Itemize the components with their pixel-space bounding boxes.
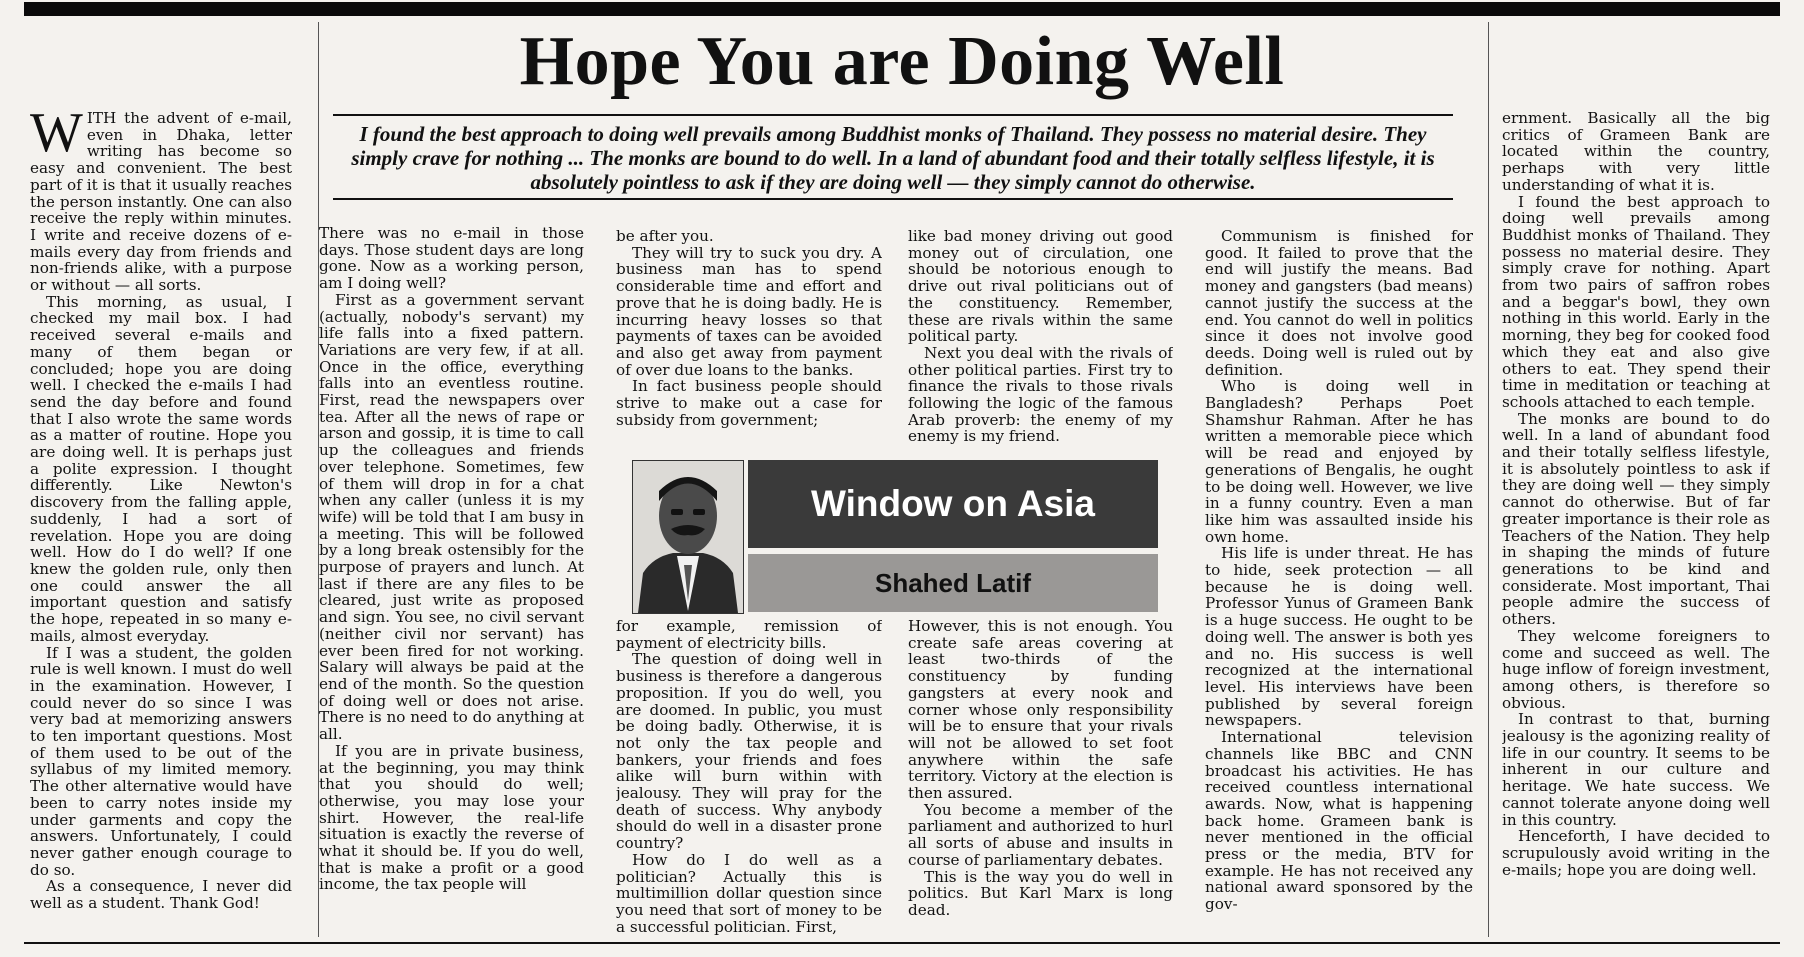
paragraph: As a consequence, I never did well as a student. Thank God!	[30, 877, 292, 913]
paragraph: Who is doing well in Bangladesh? Perhaps Poet Shamshur Rahman. After he has written a memorable piece which will be read and enjoyed by generations of Bengalis, he ought to be doing well. However, we live in a funny country. Even a man like him was assaulted inside his own home.	[1205, 377, 1473, 546]
article-column-6	[1502, 110, 1770, 940]
paragraph: The question of doing well in business is therefore a dangerous proposition. If you do well, you are doomed. In public, you must be doing badly. Otherwise, it is not only the tax people and bankers, your friends and foes alike will burn within with jealousy. They will pray for the death of success. Why anybody should do well in a disaster prone country?	[616, 650, 882, 853]
headline: Hope You are Doing Well	[519, 23, 1285, 100]
portrait-image	[633, 461, 743, 613]
banner-byline-box	[748, 554, 1158, 612]
paragraph: International television channels like BBC and CNN broadcast his activities. He has received countless international awards. Now, what is happening back home. Grameen bank is never mentioned in the official press or the media, BTV for example. He has not received any national award sponsored by the gov-	[1205, 728, 1473, 914]
paragraph: be after you.	[616, 228, 714, 245]
paragraph: Henceforth, I have decided to scrupulously avoid writing in the e-mails; hope you are doing well.	[1502, 827, 1770, 879]
paragraph: This is the way you do well in politics. But Karl Marx is long dead.	[908, 867, 1173, 919]
paragraph: However, this is not enough. You create safe areas covering at least two-thirds of the constituency by funding gangsters at every nook and corner whose only responsibility will be to ensure that your rivals will not be allowed to set foot anywhere within the safe territory. Victory at the election is then assured.	[908, 618, 1173, 803]
paragraph: They welcome foreigners to come and succeed as well. The huge inflow of foreign investment, among others, is therefore so obvious.	[1502, 626, 1770, 712]
article-column-3-top	[616, 228, 882, 450]
paragraph: In fact business people should strive to make out a case for subsidy from government;	[616, 377, 882, 429]
paragraph: There was no e-mail in those days. Those student days are long gone. Now as a working person, am I doing well?	[319, 225, 584, 293]
bottom-rule	[24, 942, 1780, 944]
article-column-2	[319, 225, 584, 940]
column-name: Window on Asia	[810, 483, 1095, 524]
paragraph: Communism is finished for good. It failed to prove that the end will justify the means. Bad money and gangsters (bad means) cannot justify the success at the end. You cannot do well in politics since it does not involve good deeds. Doing well is ruled out by definition.	[1205, 228, 1473, 379]
column-divider	[1488, 22, 1489, 937]
paragraph: I found the best approach to doing well prevails among Buddhist monks of Thailand. They possess no material desire. They simply crave for nothing. Apart from two pairs of saffron robes and a beggar's bowl, they own nothing in this world. Early in the morning, they beg for cooked food which they eat and also give others to eat. They spend their time in meditation or teaching at schools attached to each temple.	[1502, 192, 1770, 411]
paragraph: like bad money driving out good money out of circulation, one should be notorious enough to drive out rival politicians out of the constituency. Remember, these are rivals within the same political party.	[908, 228, 1173, 346]
paragraph: You become a member of the parliament and authorized to hurl all sorts of abuse and insults in course of parliamentary debates.	[908, 800, 1173, 869]
paragraph: The monks are bound to do well. In a land of abundant food and their totally selfless lifestyle, it is absolutely pointless to ask if they are doing well — they simply cannot do otherwise. But of far greater importance is their role as Teachers of the Nation. They help in shaping the minds of future generations to be kind and considerate. Most important, Thai people admire the success of others.	[1502, 409, 1770, 629]
author-photo	[632, 460, 744, 614]
byline: Shahed Latif	[874, 567, 1031, 598]
paragraph: In contrast to that, burning jealousy is the agonizing reality of life in our country. It seems to be inherent in our culture and heritage. We hate success. We cannot tolerate anyone doing well in this country.	[1502, 710, 1770, 829]
pull-quote: I found the best approach to doing well prevails among Buddhist monks of Thailand. They possess no material desire. They simply crave for nothing ... The monks are bound to do well. In a land of abundant food and their totally selfless lifestyle, it is absolutely pointless to ask if they are doing well — they simply cannot do otherwise.	[333, 114, 1453, 200]
paragraph: His life is under threat. He has to hide, seek protection — all because he is doing well. Professor Yunus of Grameen Bank is a huge success. He ought to be doing well. The answer is both yes and no. His success is well recognized at the international level. His interviews have been published by several foreign newspapers.	[1205, 544, 1473, 730]
paragraph	[30, 110, 292, 294]
paragraph: First as a government servant (actually, nobody's servant) my life falls into a fixed pattern. Variations are very few, if at all. Once in the office, everything falls into an eventless routine. First, read the newspapers over tea. After all the news of rape or arson and gossip, it is time to call up the colleagues and friends over telephone. Sometimes, few of them will drop in for a chat when any caller (unless it is my wife) will be told that I am busy in a meeting. This will be followed by a long break ostensibly for the purpose of prayers and lunch. At last if there are any files to be cleared, just write as proposed and sign. You see, no civil servant (neither civil nor servant) has ever been fired for not working. Salary will always be paid at the end of the month. So the question of doing well or does not arise. There is no need to do anything at all.	[319, 290, 584, 744]
paragraph: for example, remission of payment of electricity bills.	[616, 618, 882, 652]
paragraph: Next you deal with the rivals of other political parties. First try to finance the rivals to those rivals following the logic of the famous Arab proverb: the enemy of my enemy is my friend.	[908, 343, 1173, 446]
drop-cap: W	[30, 110, 83, 164]
paragraph: How do I do well as a politician? Actually this is multimillion dollar question since you need that sort of money to be a successful politician. First,	[616, 850, 882, 936]
paragraph: If you are in private business, at the beginning, you may think that you should do well; otherwise, you may lose your shirt. However, the real-life situation is exactly the reverse of what it should be. If you do well, that is make a profit or a good income, the tax people will	[319, 741, 584, 894]
article-column-3-bottom	[616, 618, 882, 940]
paragraph: This morning, as usual, I checked my mail box. I had received several e-mails and many of them began or concluded; hope you are doing well. I checked the e-mails I had send the day before and found that I also wrote the same words as a matter of routine. Hope you are doing well. It is perhaps just a polite expression. I thought differently. Like Newton's discovery from the falling apple, suddenly, I had a sort of revelation. Hope you are doing well. How do I do well? If one knew the golden rule, only then one could answer the all important question and satisfy the hope, repeated in so many e-mails, almost everyday.	[30, 292, 292, 645]
paragraph: If I was a student, the golden rule is well known. I must do well in the examination. However, I could never do so since I was very bad at memorizing answers to ten important questions. Most of them used to be out of the syllabus of my limited memory. The other alternative would have been to carry notes inside my under garments and copy the answers. Unfortunately, I could never gather enough courage to do so.	[30, 643, 292, 879]
paragraph: ernment. Basically all the big critics of Grameen Bank are located within the country, perhaps with very little understanding of what it is.	[1502, 110, 1770, 194]
column-banner	[748, 460, 1158, 612]
top-rule	[24, 2, 1780, 16]
paragraph: They will try to suck you dry. A business man has to spend considerable time and effort and prove that he is doing badly. He is incurring heavy losses so that payments of taxes can be avoided and also get away from payment of over due loans to the banks.	[616, 243, 882, 379]
paragraph-text: ITH the advent of e-mail, even in Dhaka, letter writing has become so easy and convenient. The best part of it is that it usually reaches the person instantly. One can also receive the reply within minutes. I write and receive dozens of e-mails every day from friends and non-friends alike, with a purpose or without — all sorts.	[30, 110, 292, 295]
article-column-4-top	[908, 228, 1173, 450]
article-column-1	[30, 110, 292, 940]
banner-title-box	[748, 460, 1158, 548]
article-column-4-bottom	[908, 618, 1173, 940]
article-column-5	[1205, 228, 1473, 940]
